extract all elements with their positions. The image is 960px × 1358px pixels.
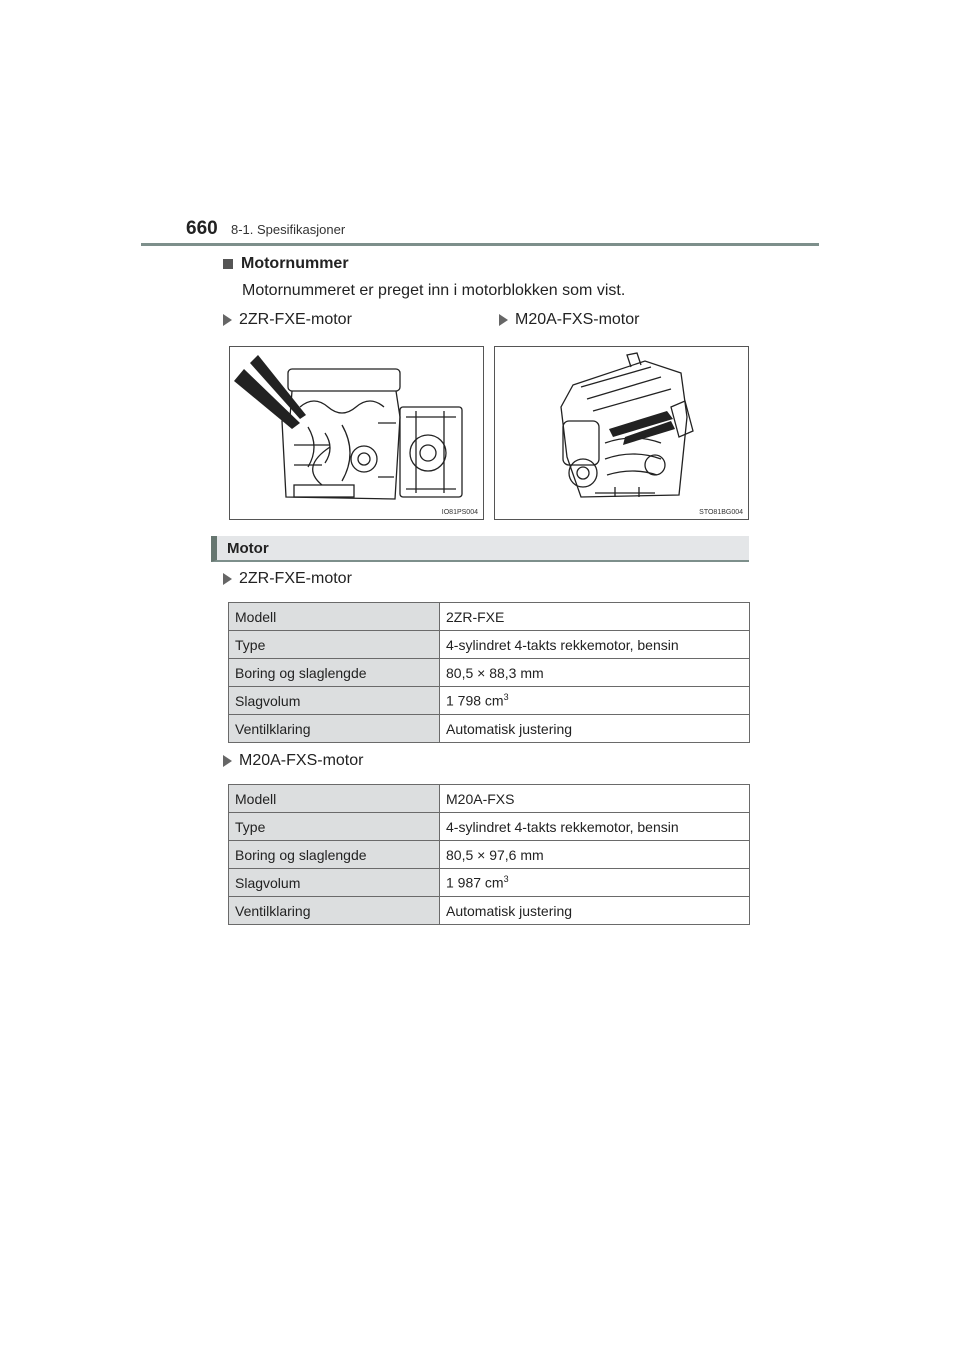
spec-key: Type	[229, 813, 440, 841]
engine-drawing-icon	[495, 347, 749, 520]
table-row	[229, 785, 750, 813]
spec-value: Automatisk justering	[440, 897, 750, 925]
spec-key: Slagvolum	[229, 869, 440, 897]
table-row	[229, 869, 750, 897]
spec-value: M20A-FXS	[440, 785, 750, 813]
spec-value: 4-sylindret 4-takts rekkemotor, bensin	[440, 813, 750, 841]
superscript: 3	[503, 692, 509, 703]
table-row	[229, 631, 750, 659]
spec-key: Type	[229, 631, 440, 659]
table-row	[229, 841, 750, 869]
square-bullet-icon	[223, 259, 233, 269]
spec-key: Ventilklaring	[229, 715, 440, 743]
spec-value-cell	[440, 869, 750, 897]
engine-label-text: 2ZR-FXE-motor	[239, 570, 352, 587]
spec-key: Ventilklaring	[229, 897, 440, 925]
superscript: 3	[503, 874, 509, 885]
figure-code: STO81BG004	[699, 509, 743, 516]
spec-value: Automatisk justering	[440, 715, 750, 743]
figure-label-text: M20A-FXS-motor	[515, 311, 640, 328]
table-row	[229, 603, 750, 631]
spec-value: 1 798 cm	[446, 692, 504, 709]
motor-heading-bar	[211, 536, 749, 562]
arrow-right-icon	[223, 314, 232, 326]
spec-value: 2ZR-FXE	[440, 603, 750, 631]
spec-value: 80,5 × 88,3 mm	[440, 659, 750, 687]
spec-table-2zr	[228, 602, 750, 743]
engine-label-2zr	[223, 570, 352, 588]
arrow-right-icon	[223, 573, 232, 585]
spec-key: Modell	[229, 785, 440, 813]
table-row	[229, 687, 750, 715]
table-row	[229, 813, 750, 841]
engine-figure-m20a	[494, 346, 749, 520]
figure-code: IO81PS004	[441, 509, 478, 516]
spec-table-m20a	[228, 784, 750, 925]
breadcrumb: 8-1. Spesifikasjoner	[231, 222, 346, 237]
figure-label-text: 2ZR-FXE-motor	[239, 311, 352, 328]
header-divider	[141, 243, 819, 246]
figure-label-m20a	[499, 311, 639, 329]
table-row	[229, 897, 750, 925]
arrow-right-icon	[223, 755, 232, 767]
spec-key: Boring og slaglengde	[229, 659, 440, 687]
page-number: 660	[186, 218, 218, 239]
arrow-right-icon	[499, 314, 508, 326]
figure-label-2zr	[223, 311, 352, 329]
spec-key: Modell	[229, 603, 440, 631]
spec-value-cell	[440, 687, 750, 715]
spec-value: 4-sylindret 4-takts rekkemotor, bensin	[440, 631, 750, 659]
spec-value: 1 987 cm	[446, 874, 504, 891]
section-description: Motornummeret er preget inn i motorblokken som vist.	[242, 282, 626, 299]
engine-label-m20a	[223, 752, 363, 770]
engine-label-text: M20A-FXS-motor	[239, 752, 364, 769]
spec-key: Boring og slaglengde	[229, 841, 440, 869]
table-row	[229, 715, 750, 743]
table-row	[229, 659, 750, 687]
section-title: Motornummer	[241, 255, 349, 272]
motor-heading: Motor	[227, 540, 269, 557]
spec-key: Slagvolum	[229, 687, 440, 715]
spec-value: 80,5 × 97,6 mm	[440, 841, 750, 869]
section-heading	[223, 255, 349, 273]
engine-figure-2zr	[229, 346, 484, 520]
engine-drawing-icon	[230, 347, 484, 520]
